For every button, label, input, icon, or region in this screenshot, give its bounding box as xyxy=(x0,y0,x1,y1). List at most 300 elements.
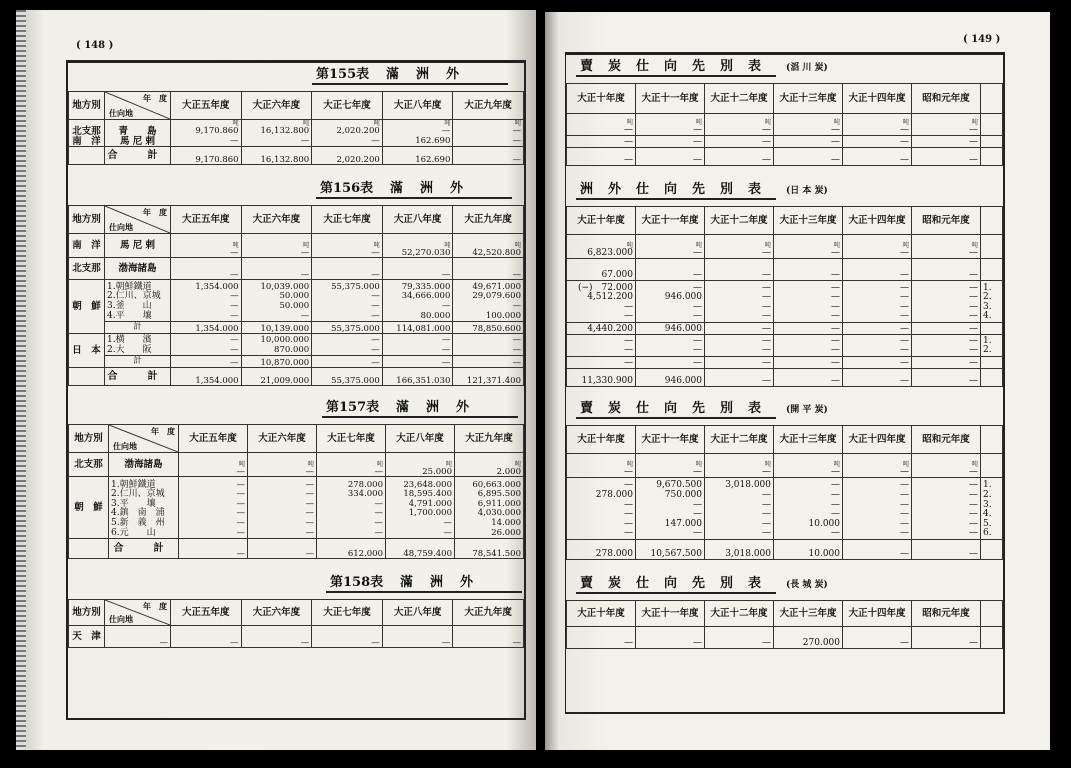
cell-text: — xyxy=(900,518,909,529)
cell-text: — xyxy=(831,499,840,510)
cell-text: — xyxy=(624,518,633,529)
table-cell xyxy=(171,280,242,322)
table-header-cell xyxy=(981,207,1003,235)
table-158-title xyxy=(68,571,524,593)
cell-text: 5. xyxy=(983,518,992,529)
table-cell xyxy=(179,453,248,477)
table-cell: — xyxy=(382,258,453,280)
table-cell: — xyxy=(241,258,312,280)
table-cell: — xyxy=(912,148,981,166)
table-header-cell: 大正十四年度 xyxy=(843,601,912,627)
cell-text: 吨 xyxy=(376,460,383,468)
cell-text: 1. xyxy=(983,282,992,293)
cell-text: — xyxy=(374,466,383,477)
table-cell: 4,440.200 xyxy=(567,323,636,335)
cell-text: (滔 川 炭) xyxy=(786,63,828,73)
table-cell xyxy=(843,114,912,136)
table-cell xyxy=(567,114,636,136)
cell-text: — xyxy=(969,490,978,501)
table-cell xyxy=(636,114,705,136)
cell-text: — xyxy=(762,509,771,520)
table-cell: — xyxy=(843,357,912,369)
table-cell xyxy=(912,114,981,136)
year-header: 大正八年度 xyxy=(382,92,453,120)
table-cell: 270.000 xyxy=(774,627,843,649)
cell-text: — xyxy=(443,518,452,528)
cell-text: — xyxy=(831,282,840,293)
table-cell: — xyxy=(453,356,524,368)
cell-text: 1. xyxy=(983,480,992,491)
table-cell: — xyxy=(241,626,312,648)
table-cell xyxy=(912,235,981,259)
table-cell: 612.000 xyxy=(317,539,386,559)
table-cell xyxy=(705,281,774,323)
table-header-cell: 地方別 xyxy=(69,425,109,453)
table-cell xyxy=(382,234,453,258)
cell-text: 6.元 山 xyxy=(111,527,156,538)
table-cell: 946.000 xyxy=(636,323,705,335)
japan-rows xyxy=(567,335,1003,357)
cell-text: — xyxy=(230,301,239,311)
cell-text: — xyxy=(900,248,909,258)
cell-text: 吨 xyxy=(695,461,702,468)
table-header-cell: 大正八年度 xyxy=(386,425,455,453)
cell-text: 50.000 xyxy=(279,301,310,311)
table-cell xyxy=(312,120,383,147)
cell-text: 750.000 xyxy=(664,490,702,501)
table-s2 xyxy=(566,206,1003,387)
cell-text: 吨 xyxy=(444,120,451,127)
table-header-cell: 大正十一年度 xyxy=(636,84,705,114)
binding-edge xyxy=(16,10,26,750)
cell-text: 吨 xyxy=(444,241,451,249)
table-cell xyxy=(774,114,843,136)
table-cell xyxy=(774,454,843,478)
cell-text: 吨 xyxy=(902,242,909,249)
cell-text: — xyxy=(305,479,314,490)
cell-text: 青 島 xyxy=(118,126,157,137)
table-cell: — xyxy=(171,626,242,648)
cell-text: — xyxy=(371,344,380,355)
cell-text: 洲 外 仕 向 先 別 表 xyxy=(580,182,763,197)
header-region: 地方別 xyxy=(69,92,105,120)
cell-text: — xyxy=(441,344,451,355)
table-cell xyxy=(248,477,317,539)
cell-text: — xyxy=(693,125,702,135)
table-cell xyxy=(636,281,705,323)
cell-text: — xyxy=(512,344,521,355)
cell-text: — xyxy=(969,467,978,477)
cell-text: — xyxy=(969,345,978,356)
cell-text: 18,595.400 xyxy=(403,489,452,500)
table-row xyxy=(69,234,524,258)
table-cell xyxy=(843,454,912,478)
table-s4 xyxy=(566,600,1003,649)
cell-text: — xyxy=(624,301,633,312)
table-row xyxy=(567,454,1003,478)
cell-text: — xyxy=(831,248,840,258)
table-cell: 67.000 xyxy=(567,259,636,281)
cell-text: 2. xyxy=(983,292,992,303)
cell-text: 吨 xyxy=(626,242,633,249)
cell-text: 賣 炭 仕 向 先 別 表 xyxy=(580,576,763,591)
cell-text: 3.釜 山 xyxy=(107,301,152,311)
table-cell xyxy=(981,335,1003,357)
cell-text: — xyxy=(230,135,239,146)
table-cell: — xyxy=(912,540,981,560)
cell-text: 吨 xyxy=(626,119,633,126)
cell-text: — xyxy=(624,467,633,477)
cell-text: — xyxy=(831,311,840,322)
table-header-cell: 大正十一年度 xyxy=(636,426,705,454)
cell-text: — xyxy=(900,509,909,520)
table-cell: — xyxy=(912,259,981,281)
cell-text: — xyxy=(900,282,909,293)
table-header-cell: 大正五年度 xyxy=(171,600,242,626)
section-title xyxy=(566,397,1003,419)
cell-text: 吨 xyxy=(833,242,840,249)
table-row xyxy=(567,136,1003,148)
left-frame xyxy=(66,60,526,720)
cell-text: 9,170.860 xyxy=(195,126,239,136)
cell-text: 4. xyxy=(983,311,992,322)
cell-text: — xyxy=(693,528,702,539)
table-cell xyxy=(69,147,105,165)
table-cell: 渤海諸島 xyxy=(109,453,179,477)
table-cell: — xyxy=(567,357,636,369)
table-155-title xyxy=(68,63,524,85)
table-row xyxy=(69,258,524,280)
cell-text: — xyxy=(900,292,909,303)
cell-text: — xyxy=(230,335,239,345)
cell-text: — xyxy=(969,311,978,322)
table-cell: 946.000 xyxy=(636,369,705,387)
cell-text: — xyxy=(512,126,521,136)
table-cell: 48,759.400 xyxy=(386,539,455,559)
table-cell xyxy=(912,281,981,323)
table-cell: — xyxy=(912,369,981,387)
table-cell: — xyxy=(567,627,636,649)
table-header-cell: 大正十四年度 xyxy=(843,426,912,454)
table-cell xyxy=(774,281,843,323)
cell-text: 10,000.000 xyxy=(260,335,310,345)
table-header-cell: 大正十三年度 xyxy=(774,426,843,454)
table-cell xyxy=(453,280,524,322)
table-header-cell: 大正九年度 xyxy=(455,425,524,453)
table-cell xyxy=(705,478,774,540)
table-cell: 計 xyxy=(105,356,171,368)
cell-text: 1.朝鮮鐵道 xyxy=(111,479,156,490)
cell-text: — xyxy=(441,335,451,345)
table-cell: — xyxy=(171,356,242,368)
section-title xyxy=(566,55,1003,77)
cell-text: — xyxy=(693,311,702,322)
table-cell xyxy=(774,235,843,259)
table-cell: — xyxy=(912,136,981,148)
table-row xyxy=(567,148,1003,166)
year-header: 大正五年度 xyxy=(171,92,242,120)
table-cell xyxy=(705,235,774,259)
cell-text: 55,375.000 xyxy=(331,281,380,292)
table-156-title xyxy=(68,177,524,199)
table-cell: — xyxy=(453,147,524,165)
cell-text: — xyxy=(969,292,978,303)
table-cell: 南 洋 xyxy=(69,234,105,258)
cell-text: 2. xyxy=(983,490,992,501)
cell-text: — xyxy=(624,480,633,491)
cell-text: 6,823.000 xyxy=(587,248,633,258)
table-cell: — xyxy=(453,626,524,648)
japan-rows xyxy=(69,334,524,356)
table-cell: — xyxy=(774,259,843,281)
table-cell: 114,081.000 xyxy=(382,322,453,334)
table-cell xyxy=(69,368,105,386)
table-header-cell: 大正七年度 xyxy=(317,425,386,453)
table-cell xyxy=(981,259,1003,281)
table-header-cell: 大正五年度 xyxy=(179,425,248,453)
table-header-cell xyxy=(109,425,179,453)
table-cell xyxy=(386,477,455,539)
total-row xyxy=(69,147,524,165)
cell-text: 吨 xyxy=(695,119,702,126)
cell-text: 162.690 xyxy=(415,135,451,146)
table-158-number: 第158表 xyxy=(330,575,384,591)
table-cell: — xyxy=(705,369,774,387)
year-header: 大正六年度 xyxy=(241,92,312,120)
table-header-cell: 大正六年度 xyxy=(241,600,312,626)
table-cell: 馬 尼 剌 xyxy=(105,234,171,258)
table-cell: 天 津 xyxy=(69,626,105,648)
table-cell: 1,354.000 xyxy=(171,368,242,386)
cell-text: — xyxy=(230,291,239,302)
cell-text: 42,520.800 xyxy=(472,247,521,258)
table-header-cell: 地方別 xyxy=(69,206,105,234)
table-header-cell: 大正十三年度 xyxy=(774,601,843,627)
cell-text: 52,270.030 xyxy=(401,247,451,258)
cell-text xyxy=(576,417,776,419)
right-frame xyxy=(565,52,1005,714)
cell-text: — xyxy=(624,499,633,510)
cell-text: 60,663.000 xyxy=(472,479,521,490)
cell-text: 吨 xyxy=(303,241,310,249)
table-cell: — xyxy=(453,258,524,280)
cell-text: 南 洋 xyxy=(72,135,101,147)
table-cell xyxy=(382,334,453,356)
table-155-name: 滿 洲 外 xyxy=(386,67,462,82)
table-155 xyxy=(68,91,524,165)
cell-text: — xyxy=(693,282,702,293)
table-cell: — xyxy=(382,356,453,368)
cell-text: — xyxy=(624,125,633,135)
table-cell xyxy=(455,477,524,539)
table-cell: — xyxy=(312,258,383,280)
cell-text: — xyxy=(900,480,909,491)
cell-text: 26.000 xyxy=(491,527,521,538)
cell-text: — xyxy=(374,508,383,519)
table-cell: — xyxy=(171,258,242,280)
table-cell: 1,354.000 xyxy=(171,322,242,334)
cell-text: — xyxy=(969,125,978,135)
table-cell: 21,009.000 xyxy=(241,368,312,386)
table-cell: 162.690 xyxy=(382,147,453,165)
cell-text: — xyxy=(236,527,245,538)
table-s3 xyxy=(566,425,1003,560)
cell-text: 34,666.000 xyxy=(401,291,451,302)
table-row xyxy=(567,114,1003,136)
table-header-cell: 大正十二年度 xyxy=(705,426,774,454)
table-cell: 278.000 xyxy=(567,540,636,560)
table-header-cell: 大正十二年度 xyxy=(705,207,774,235)
cell-text: (長 城 炭) xyxy=(786,580,828,590)
cell-text: 吨 xyxy=(833,461,840,468)
cell-text: — xyxy=(624,528,633,539)
cell-text: 2.仁川、京城 xyxy=(111,489,165,500)
cell-text: 9,670.500 xyxy=(656,480,702,491)
cell-text: — xyxy=(305,466,314,477)
table-cell xyxy=(453,120,524,147)
table-cell xyxy=(382,280,453,322)
table-header-cell: 大正七年度 xyxy=(312,206,383,234)
subtotal-row xyxy=(567,323,1003,335)
cell-text: — xyxy=(374,527,383,538)
table-cell xyxy=(312,280,383,322)
table-156-name: 滿 洲 外 xyxy=(390,181,466,197)
cell-text: 吨 xyxy=(764,242,771,249)
cell-text: 吨 xyxy=(833,119,840,126)
table-cell: 78,541.500 xyxy=(455,539,524,559)
table-cell: 10,870.000 xyxy=(241,356,312,368)
table-header-cell: 昭和元年度 xyxy=(912,84,981,114)
cell-text: 6,895.500 xyxy=(477,489,521,500)
cell-text: 1,700.000 xyxy=(408,508,452,519)
table-cell xyxy=(912,335,981,357)
chosen-rows xyxy=(567,478,1003,540)
table-header-cell: 大正八年度 xyxy=(382,206,453,234)
table-cell xyxy=(105,120,171,147)
cell-text: — xyxy=(831,125,840,135)
cell-text: — xyxy=(969,528,978,539)
table-cell: — xyxy=(636,357,705,369)
table-cell: 10,139.000 xyxy=(241,322,312,334)
cell-text: 仕向地 xyxy=(109,614,133,625)
table-cell xyxy=(843,335,912,357)
subtotal-row xyxy=(567,357,1003,369)
table-cell: — xyxy=(774,357,843,369)
cell-text: — xyxy=(300,135,310,146)
table-cell xyxy=(981,281,1003,323)
cell-text: 16,132.800 xyxy=(260,126,310,136)
cell-text: — xyxy=(762,467,771,477)
cell-text: 北支那 xyxy=(72,126,101,137)
table-cell xyxy=(453,334,524,356)
table-header-cell xyxy=(981,426,1003,454)
table-cell: — xyxy=(567,148,636,166)
cell-text: 14.000 xyxy=(491,518,521,528)
cell-text: — xyxy=(900,499,909,510)
table-header-cell: 大正六年度 xyxy=(241,206,312,234)
cell-text: — xyxy=(441,126,451,136)
table-cell: — xyxy=(705,323,774,335)
cell-text: 吨 xyxy=(764,119,771,126)
table-cell xyxy=(981,369,1003,387)
table-cell xyxy=(69,120,105,147)
table-158 xyxy=(68,599,524,648)
cell-text: — xyxy=(443,527,452,538)
table-cell xyxy=(981,148,1003,166)
cell-text: 49,671.000 xyxy=(472,281,521,292)
table-cell: — xyxy=(312,626,383,648)
table-header-cell: 大正十年度 xyxy=(567,601,636,627)
cell-text: — xyxy=(624,345,633,356)
table-cell xyxy=(981,454,1003,478)
table-cell: 2,020.200 xyxy=(312,147,383,165)
table-cell xyxy=(636,478,705,540)
cell-text: 吨 xyxy=(307,460,314,468)
cell-text: — xyxy=(900,490,909,501)
table-cell: 3,018.000 xyxy=(705,540,774,560)
table-cell: 北支那 xyxy=(69,453,109,477)
section-title xyxy=(566,572,1003,594)
table-header-cell: 大正十四年度 xyxy=(843,84,912,114)
cell-text: — xyxy=(236,508,245,519)
cell-text: — xyxy=(371,335,380,345)
cell-text: 吨 xyxy=(514,120,521,127)
table-cell xyxy=(912,454,981,478)
table-cell: 朝 鮮 xyxy=(69,477,109,539)
cell-text: — xyxy=(624,311,633,322)
table-header-cell: 大正十年度 xyxy=(567,426,636,454)
table-header-cell xyxy=(105,600,171,626)
table-cell: — xyxy=(774,136,843,148)
table-cell: — xyxy=(636,148,705,166)
cell-text: — xyxy=(624,335,633,346)
cell-text: — xyxy=(236,466,245,477)
table-cell xyxy=(241,234,312,258)
table-cell xyxy=(105,280,171,322)
table-header-cell: 昭和元年度 xyxy=(912,601,981,627)
table-cell xyxy=(248,453,317,477)
chosen-rows xyxy=(69,477,524,539)
table-header-cell: 大正十二年度 xyxy=(705,601,774,627)
cell-text xyxy=(576,75,776,77)
cell-text: — xyxy=(305,508,314,519)
cell-text: 4,791.000 xyxy=(408,498,452,509)
cell-text: 3,018.000 xyxy=(725,480,771,491)
page-number-148: ( 148 ) xyxy=(76,40,114,51)
cell-text: 2.仁川、京城 xyxy=(107,291,161,302)
cell-text: 年 度 xyxy=(143,207,167,218)
cell-text: — xyxy=(512,135,521,146)
table-cell xyxy=(241,334,312,356)
table-s1 xyxy=(566,83,1003,166)
table-cell xyxy=(317,453,386,477)
cell-text: 吨 xyxy=(764,461,771,468)
cell-text: 1.横 濱 xyxy=(107,335,152,345)
cell-text: — xyxy=(831,467,840,477)
cell-text: 1.朝鮮鐵道 xyxy=(107,281,152,292)
cell-text: 10.000 xyxy=(808,518,840,529)
cell-text: — xyxy=(900,335,909,346)
cell-text: 147.000 xyxy=(664,518,702,529)
table-158-name: 滿 洲 外 xyxy=(400,575,476,591)
table-cell xyxy=(455,453,524,477)
table-header-cell xyxy=(105,206,171,234)
table-cell xyxy=(567,454,636,478)
cell-text: — xyxy=(236,498,245,509)
cell-text: 賣 炭 仕 向 先 別 表 xyxy=(580,401,763,416)
table-cell xyxy=(105,334,171,356)
table-157 xyxy=(68,424,524,559)
